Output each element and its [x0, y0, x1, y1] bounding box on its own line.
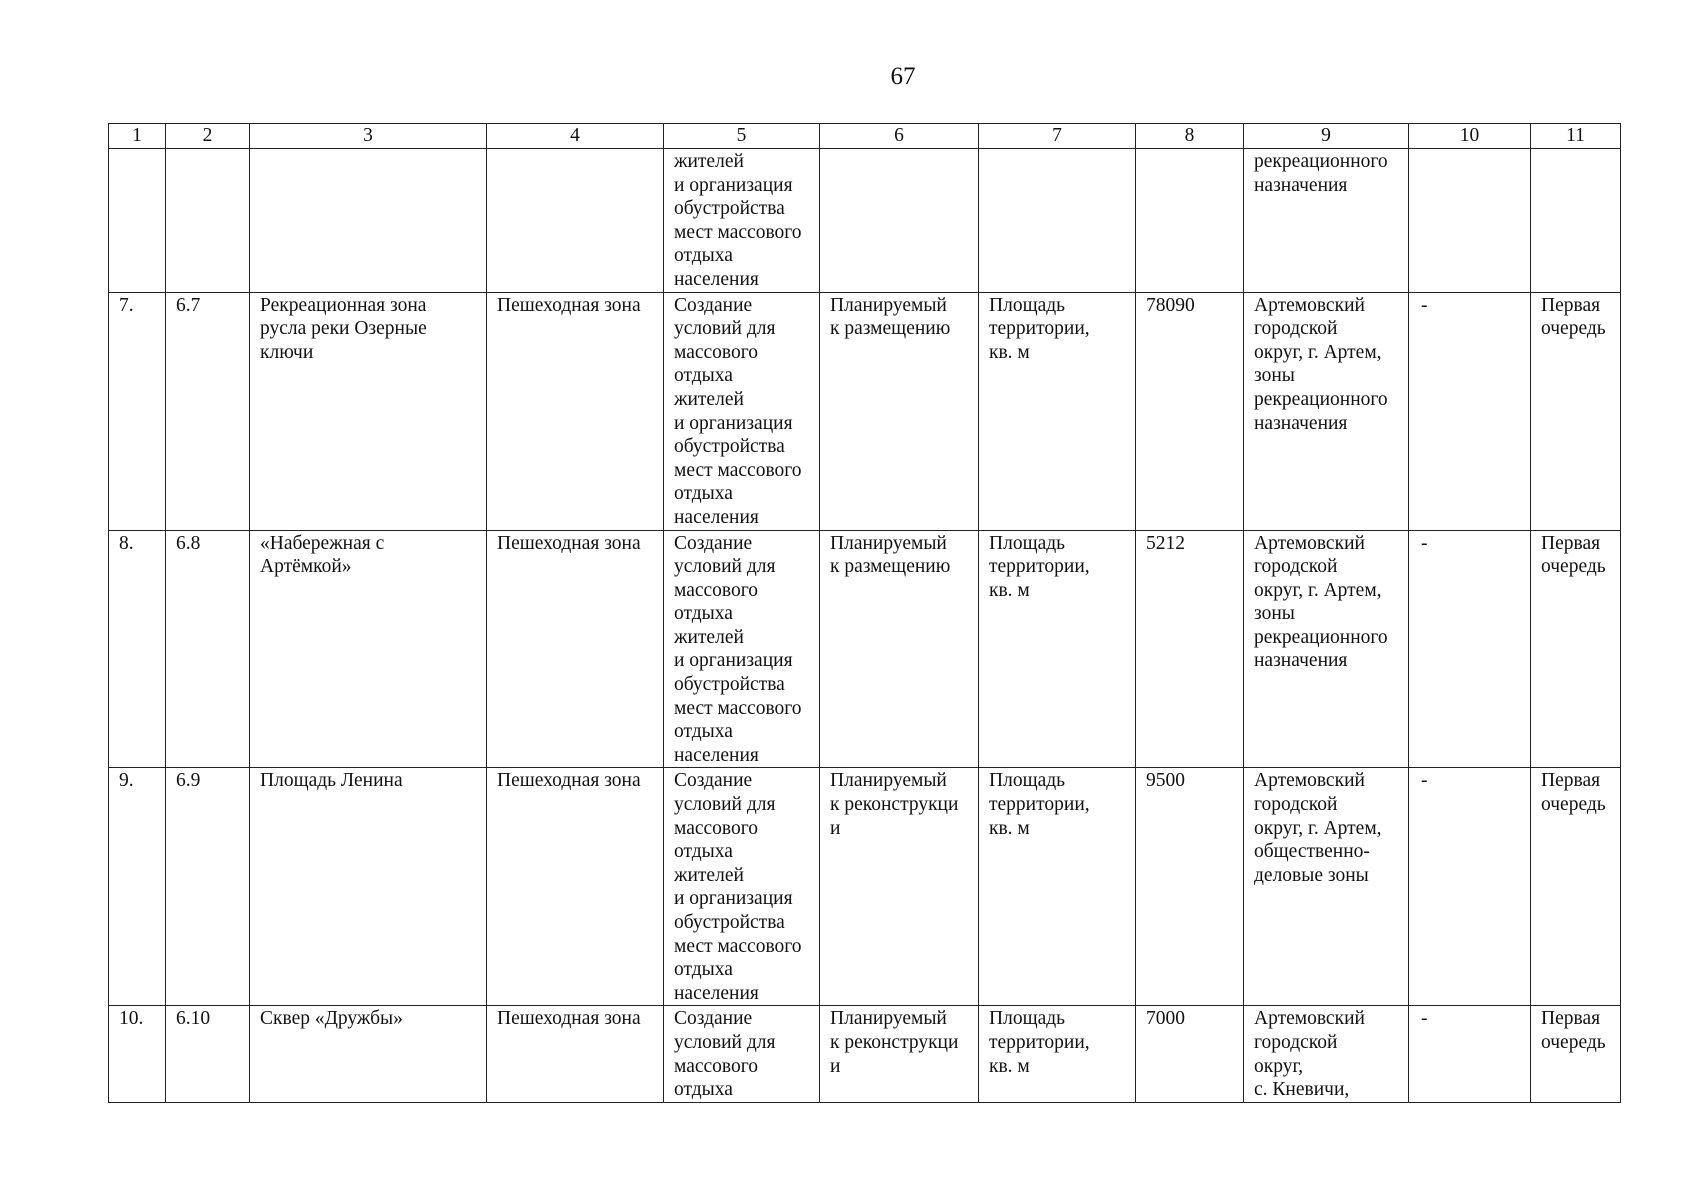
column-number-header: 8 — [1136, 124, 1244, 149]
cell-zones: - — [1409, 292, 1531, 530]
cell-num: 7. — [109, 292, 166, 530]
cell-num: 9. — [109, 768, 166, 1006]
column-number-header: 5 — [664, 124, 820, 149]
cell-type — [487, 149, 664, 293]
cell-purpose: Создание условий для массового отдыха жителей и организация обустройства мест массового отдыха населения — [664, 530, 820, 768]
column-number-header: 10 — [1409, 124, 1531, 149]
table-row — [109, 530, 1621, 768]
cell-type: Пешеходная зона — [487, 1006, 664, 1102]
cell-location: Артемовский городской округ, г. Артем, зоны рекреационного назначения — [1244, 292, 1409, 530]
cell-type: Пешеходная зона — [487, 768, 664, 1006]
cell-name: Сквер «Дружбы» — [250, 1006, 487, 1102]
cell-code: 6.7 — [166, 292, 250, 530]
cell-zones: - — [1409, 768, 1531, 1006]
cell-stage: Первая очередь — [1531, 1006, 1621, 1102]
page-number: 67 — [890, 63, 916, 90]
cell-location: рекреационного назначения — [1244, 149, 1409, 293]
table-row-continuation — [109, 149, 1621, 293]
cell-code: 6.10 — [166, 1006, 250, 1102]
cell-status: Планируемый к размещению — [820, 292, 979, 530]
cell-characteristic — [979, 149, 1136, 293]
cell-stage — [1531, 149, 1621, 293]
cell-code: 6.8 — [166, 530, 250, 768]
cell-zones — [1409, 149, 1531, 293]
cell-stage: Первая очередь — [1531, 768, 1621, 1006]
cell-name: «Набережная с Артёмкой» — [250, 530, 487, 768]
column-number-header: 6 — [820, 124, 979, 149]
cell-type: Пешеходная зона — [487, 292, 664, 530]
cell-characteristic: Площадь территории, кв. м — [979, 768, 1136, 1006]
cell-purpose: Создание условий для массового отдыха жителей и организация обустройства мест массового отдыха населения — [664, 292, 820, 530]
cell-value: 9500 — [1136, 768, 1244, 1006]
cell-value: 78090 — [1136, 292, 1244, 530]
table-row — [109, 1006, 1621, 1102]
cell-characteristic: Площадь территории, кв. м — [979, 292, 1136, 530]
cell-code: 6.9 — [166, 768, 250, 1006]
cell-code — [166, 149, 250, 293]
cell-purpose: Создание условий для массового отдыха — [664, 1006, 820, 1102]
cell-status: Планируемый к реконструкци и — [820, 768, 979, 1006]
cell-name — [250, 149, 487, 293]
cell-type: Пешеходная зона — [487, 530, 664, 768]
objects-table — [108, 123, 1621, 1103]
column-number-header: 4 — [487, 124, 664, 149]
cell-value: 5212 — [1136, 530, 1244, 768]
table-row — [109, 768, 1621, 1006]
column-number-header: 3 — [250, 124, 487, 149]
cell-num: 8. — [109, 530, 166, 768]
cell-zones: - — [1409, 1006, 1531, 1102]
cell-characteristic: Площадь территории, кв. м — [979, 530, 1136, 768]
cell-purpose: жителей и организация обустройства мест массового отдыха населения — [664, 149, 820, 293]
cell-purpose: Создание условий для массового отдыха жителей и организация обустройства мест массового отдыха населения — [664, 768, 820, 1006]
column-number-header: 2 — [166, 124, 250, 149]
column-number-header: 7 — [979, 124, 1136, 149]
column-number-header: 11 — [1531, 124, 1621, 149]
cell-stage: Первая очередь — [1531, 530, 1621, 768]
column-number-header: 9 — [1244, 124, 1409, 149]
cell-name: Площадь Ленина — [250, 768, 487, 1006]
cell-location: Артемовский городской округ, г. Артем, зоны рекреационного назначения — [1244, 530, 1409, 768]
column-number-header: 1 — [109, 124, 166, 149]
cell-zones: - — [1409, 530, 1531, 768]
cell-status: Планируемый к реконструкци и — [820, 1006, 979, 1102]
cell-name: Рекреационная зона русла реки Озерные ключи — [250, 292, 487, 530]
table-row — [109, 292, 1621, 530]
cell-num — [109, 149, 166, 293]
cell-num: 10. — [109, 1006, 166, 1102]
cell-location: Артемовский городской округ, с. Кневичи, — [1244, 1006, 1409, 1102]
cell-characteristic: Площадь территории, кв. м — [979, 1006, 1136, 1102]
cell-stage: Первая очередь — [1531, 292, 1621, 530]
cell-value: 7000 — [1136, 1006, 1244, 1102]
cell-status — [820, 149, 979, 293]
table-header-row — [109, 124, 1621, 149]
cell-status: Планируемый к размещению — [820, 530, 979, 768]
cell-location: Артемовский городской округ, г. Артем, общественно- деловые зоны — [1244, 768, 1409, 1006]
cell-value — [1136, 149, 1244, 293]
